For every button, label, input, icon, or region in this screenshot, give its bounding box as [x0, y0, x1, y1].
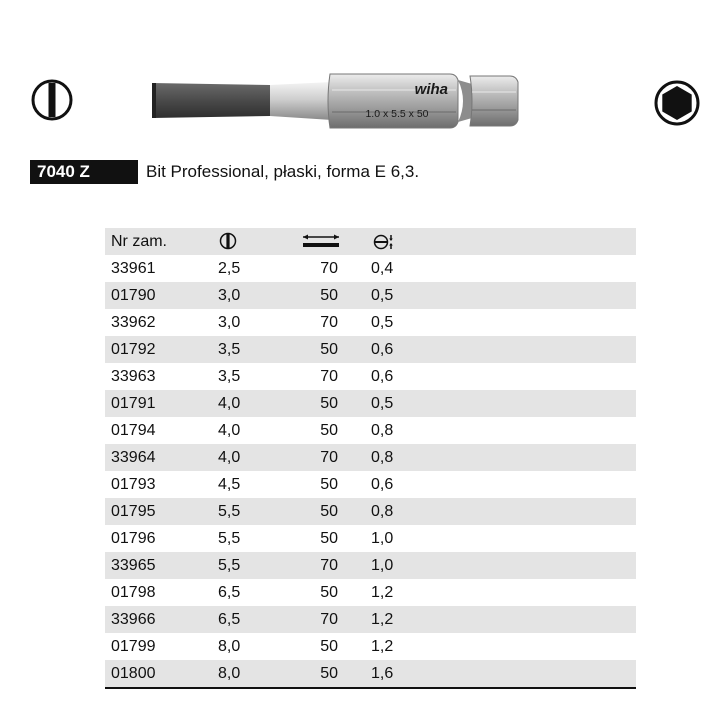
length-cell: 50 [320, 287, 338, 304]
thickness-cell: 1,6 [371, 665, 394, 682]
tip-width-cell: 3,0 [218, 287, 241, 304]
length-cell: 50 [320, 665, 338, 682]
thickness-icon [373, 233, 395, 251]
thickness-cell: 0,8 [371, 422, 394, 439]
thickness-cell: 0,8 [371, 449, 394, 466]
thickness-cell: 0,5 [371, 395, 394, 412]
order-number-cell: 01790 [111, 287, 156, 304]
hex-drive-icon [652, 78, 702, 128]
order-number-cell: 01793 [111, 476, 156, 493]
tip-width-cell: 4,0 [218, 395, 241, 412]
length-cell: 70 [320, 314, 338, 331]
table-row [105, 417, 636, 444]
tip-width-cell: 6,5 [218, 611, 241, 628]
table-bottom-rule [105, 687, 636, 689]
order-number-cell: 01791 [111, 395, 156, 412]
table-row [105, 336, 636, 363]
length-cell: 50 [320, 584, 338, 601]
order-number-cell: 01799 [111, 638, 156, 655]
table-header [105, 228, 636, 255]
bit-brand-text: wiha [414, 81, 448, 98]
tip-width-cell: 5,5 [218, 530, 241, 547]
tip-width-cell: 4,5 [218, 476, 241, 493]
length-cell: 70 [320, 611, 338, 628]
order-number-cell: 01795 [111, 503, 156, 520]
order-number-cell: 33963 [111, 368, 156, 385]
bit-image [150, 68, 522, 134]
table-body [105, 255, 636, 687]
order-number-cell: 01794 [111, 422, 156, 439]
table-row [105, 660, 636, 687]
table-row [105, 363, 636, 390]
tip-width-cell: 5,5 [218, 557, 241, 574]
tip-width-icon [219, 232, 237, 250]
length-cell: 50 [320, 341, 338, 358]
tip-width-cell: 5,5 [218, 503, 241, 520]
tip-width-cell: 8,0 [218, 665, 241, 682]
table-row [105, 309, 636, 336]
table-row [105, 444, 636, 471]
order-number-cell: 33965 [111, 557, 156, 574]
tip-width-cell: 3,5 [218, 368, 241, 385]
product-description: Bit Professional, płaski, forma E 6,3. [146, 162, 420, 181]
bit-marking-text: 1.0 x 5.5 x 50 [365, 108, 429, 120]
length-cell: 50 [320, 530, 338, 547]
order-number-cell: 33961 [111, 260, 156, 277]
thickness-cell: 0,6 [371, 368, 394, 385]
thickness-cell: 1,2 [371, 638, 394, 655]
table-row [105, 471, 636, 498]
table-row [105, 498, 636, 525]
length-cell: 70 [320, 368, 338, 385]
thickness-cell: 0,5 [371, 314, 394, 331]
thickness-cell: 0,6 [371, 341, 394, 358]
thickness-cell: 1,2 [371, 611, 394, 628]
table-row [105, 390, 636, 417]
length-cell: 50 [320, 476, 338, 493]
table-row [105, 525, 636, 552]
length-cell: 70 [320, 260, 338, 277]
length-cell: 70 [320, 557, 338, 574]
thickness-cell: 1,0 [371, 530, 394, 547]
order-number-cell: 33964 [111, 449, 156, 466]
length-cell: 50 [320, 422, 338, 439]
order-number-cell: 01798 [111, 584, 156, 601]
table-row [105, 606, 636, 633]
tip-width-cell: 3,5 [218, 341, 241, 358]
table-row [105, 282, 636, 309]
tip-width-cell: 2,5 [218, 260, 241, 277]
tip-width-cell: 8,0 [218, 638, 241, 655]
order-number-cell: 01796 [111, 530, 156, 547]
table-row [105, 255, 636, 282]
length-cell: 70 [320, 449, 338, 466]
thickness-cell: 0,5 [371, 287, 394, 304]
tip-width-cell: 4,0 [218, 422, 241, 439]
thickness-cell: 1,0 [371, 557, 394, 574]
spec-table [105, 228, 636, 687]
model-code-badge: 7040 Z [30, 160, 138, 184]
thickness-cell: 0,6 [371, 476, 394, 493]
length-icon [302, 233, 340, 249]
header-order-number: Nr zam. [111, 233, 167, 250]
thickness-cell: 0,8 [371, 503, 394, 520]
length-cell: 50 [320, 503, 338, 520]
length-cell: 50 [320, 638, 338, 655]
order-number-cell: 01800 [111, 665, 156, 682]
tip-width-cell: 3,0 [218, 314, 241, 331]
thickness-cell: 0,4 [371, 260, 394, 277]
order-number-cell: 33962 [111, 314, 156, 331]
table-row [105, 579, 636, 606]
tip-width-cell: 4,0 [218, 449, 241, 466]
order-number-cell: 33966 [111, 611, 156, 628]
order-number-cell: 01792 [111, 341, 156, 358]
length-cell: 50 [320, 395, 338, 412]
thickness-cell: 1,2 [371, 584, 394, 601]
table-row [105, 633, 636, 660]
slotted-tip-icon [30, 78, 74, 122]
table-row [105, 552, 636, 579]
tip-width-cell: 6,5 [218, 584, 241, 601]
